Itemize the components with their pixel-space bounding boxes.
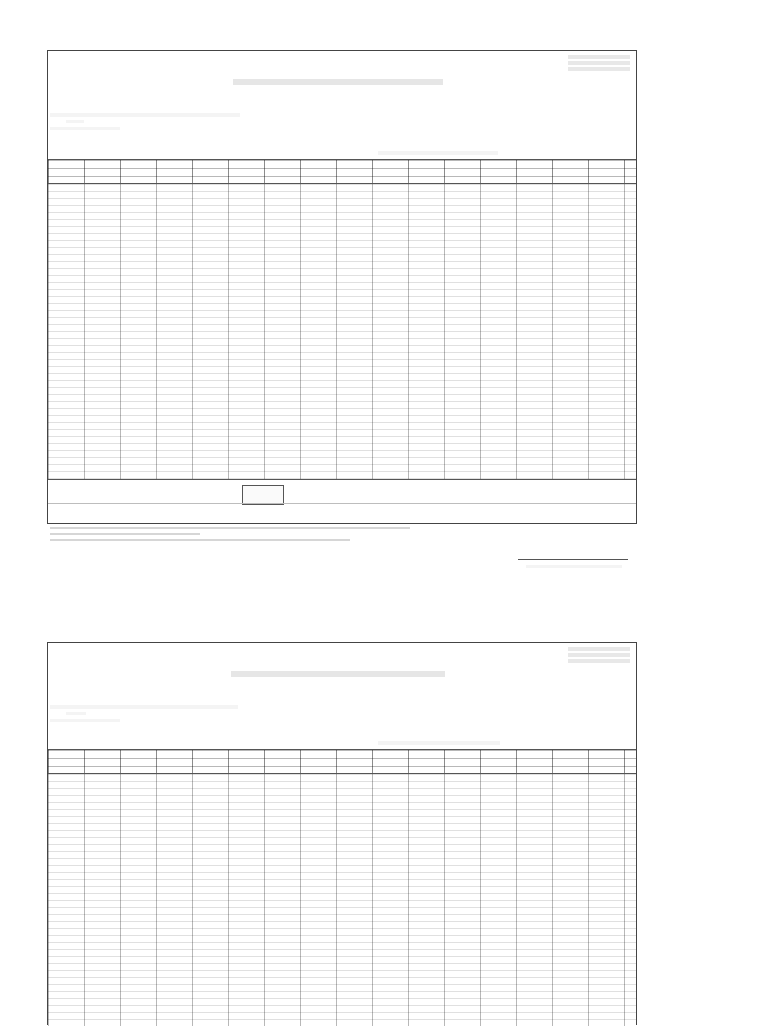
footnote-line: [50, 527, 410, 529]
header-meta-block: [568, 653, 630, 657]
reference-line-block: [50, 127, 120, 130]
sheet-page-2: [47, 642, 637, 1025]
footnote-line: [50, 539, 350, 541]
entity-line-block: [50, 705, 238, 709]
title-block: [233, 79, 443, 85]
reference-line-block: [50, 719, 120, 722]
table-body-area: [48, 773, 636, 1026]
sheet-page-1: [47, 50, 637, 524]
table-header-area: [48, 159, 636, 184]
entity-line-block: [50, 113, 240, 117]
total-block: [242, 485, 284, 505]
section-heading-block: [378, 741, 500, 745]
section-heading-block: [378, 151, 498, 155]
signature-label-block: [526, 565, 622, 568]
header-meta-block: [568, 659, 630, 663]
header-meta-block: [568, 61, 630, 65]
header-meta-block: [568, 55, 630, 59]
footnote-line: [50, 533, 200, 535]
entity-subline-block: [66, 120, 84, 123]
table-body-area: [48, 183, 636, 480]
table-header-area: [48, 749, 636, 774]
header-meta-block: [568, 647, 630, 651]
title-block: [231, 671, 445, 677]
entity-subline-block: [66, 712, 86, 715]
signature-rule: [518, 559, 628, 560]
header-meta-block: [568, 67, 630, 71]
table-bottom-rule: [48, 503, 636, 504]
